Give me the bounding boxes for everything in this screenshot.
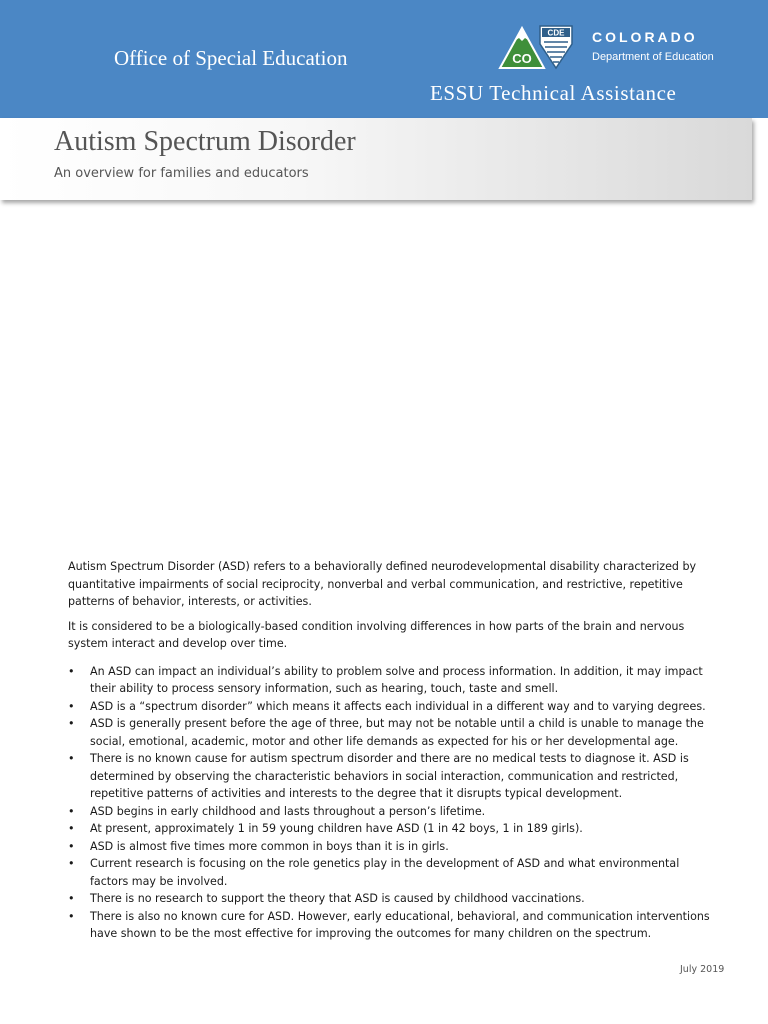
list-item: • There is also no known cure for ASD. However, early educational, behavioral, and communication interventions have shown to be the most effective for improving the outcomes for many children on the spectrum.	[68, 909, 710, 940]
header-banner	[0, 0, 768, 118]
cde-logo	[498, 22, 588, 70]
bullet-icon: •	[68, 664, 75, 678]
bullet-icon: •	[68, 717, 75, 730]
bullet-icon: •	[68, 822, 75, 835]
bullet-icon: •	[68, 892, 75, 905]
list-item: • An ASD can impact an individual’s ability to problem solve and process information. In addition, it may impact their ability to process sensory information, such as hearing, touch, taste and smell.	[68, 664, 703, 695]
list-item: • There is no known cause for autism spectrum disorder and there are no medical tests to diagnose it. ASD is determined by observing the characteristic behaviors in social interaction, communication and restricted, repetitive patterns of activities and interests to the degree that it disrupts typical development.	[68, 752, 689, 800]
list-item: • ASD is a “spectrum disorder” which means it affects each individual in a different way and to varying degrees.	[68, 698, 718, 716]
bullet-icon: •	[68, 857, 75, 870]
list-item: • ASD begins in early childhood and lasts throughout a person’s lifetime.	[68, 803, 718, 821]
bullet-icon: •	[68, 839, 75, 853]
cde-badge: CDE	[547, 28, 565, 38]
essu-title: ESSU Technical Assistance	[430, 81, 677, 105]
department-wordmark: Department of Education	[592, 51, 714, 63]
bullet-icon: •	[68, 909, 75, 923]
title-bar	[0, 118, 752, 200]
office-title: Office of Special Education	[114, 46, 348, 70]
page-subtitle: An overview for families and educators	[54, 166, 309, 181]
intro-paragraph: Autism Spectrum Disorder (ASD) refers to a behaviorally defined neurodevelopmental disability characterized by quantitative impairments of social reciprocity, nonverbal and verbal communication, and restrictive, repetitive patterns of behavior, interests, or activities.	[68, 560, 697, 608]
colorado-wordmark: COLORADO	[592, 29, 698, 45]
document-body	[68, 558, 718, 943]
intro-paragraph: It is considered to be a biologically-based condition involving differences in how parts of the brain and nervous system interact and develop over time.	[68, 619, 685, 650]
list-item: • There is no research to support the theory that ASD is caused by childhood vaccinations.	[68, 890, 718, 908]
bullet-icon: •	[68, 699, 75, 713]
bullet-icon: •	[68, 752, 75, 765]
list-item: • At present, approximately 1 in 59 young children have ASD (1 in 42 boys, 1 in 189 girls).	[68, 820, 718, 838]
list-item: • Current research is focusing on the role genetics play in the development of ASD and what environmental factors may be involved.	[68, 857, 680, 888]
fact-list	[68, 663, 718, 943]
footer-date: July 2019	[680, 964, 725, 975]
bullet-icon: •	[68, 804, 75, 818]
co-mark: CO	[512, 51, 532, 66]
page-title: Autism Spectrum Disorder	[54, 126, 356, 157]
list-item: • ASD is almost five times more common in boys than it is in girls.	[68, 838, 718, 856]
list-item: • ASD is generally present before the age of three, but may not be notable until a child is unable to manage the social, emotional, academic, motor and other life demands as expected for his or her developmental age.	[68, 717, 704, 748]
